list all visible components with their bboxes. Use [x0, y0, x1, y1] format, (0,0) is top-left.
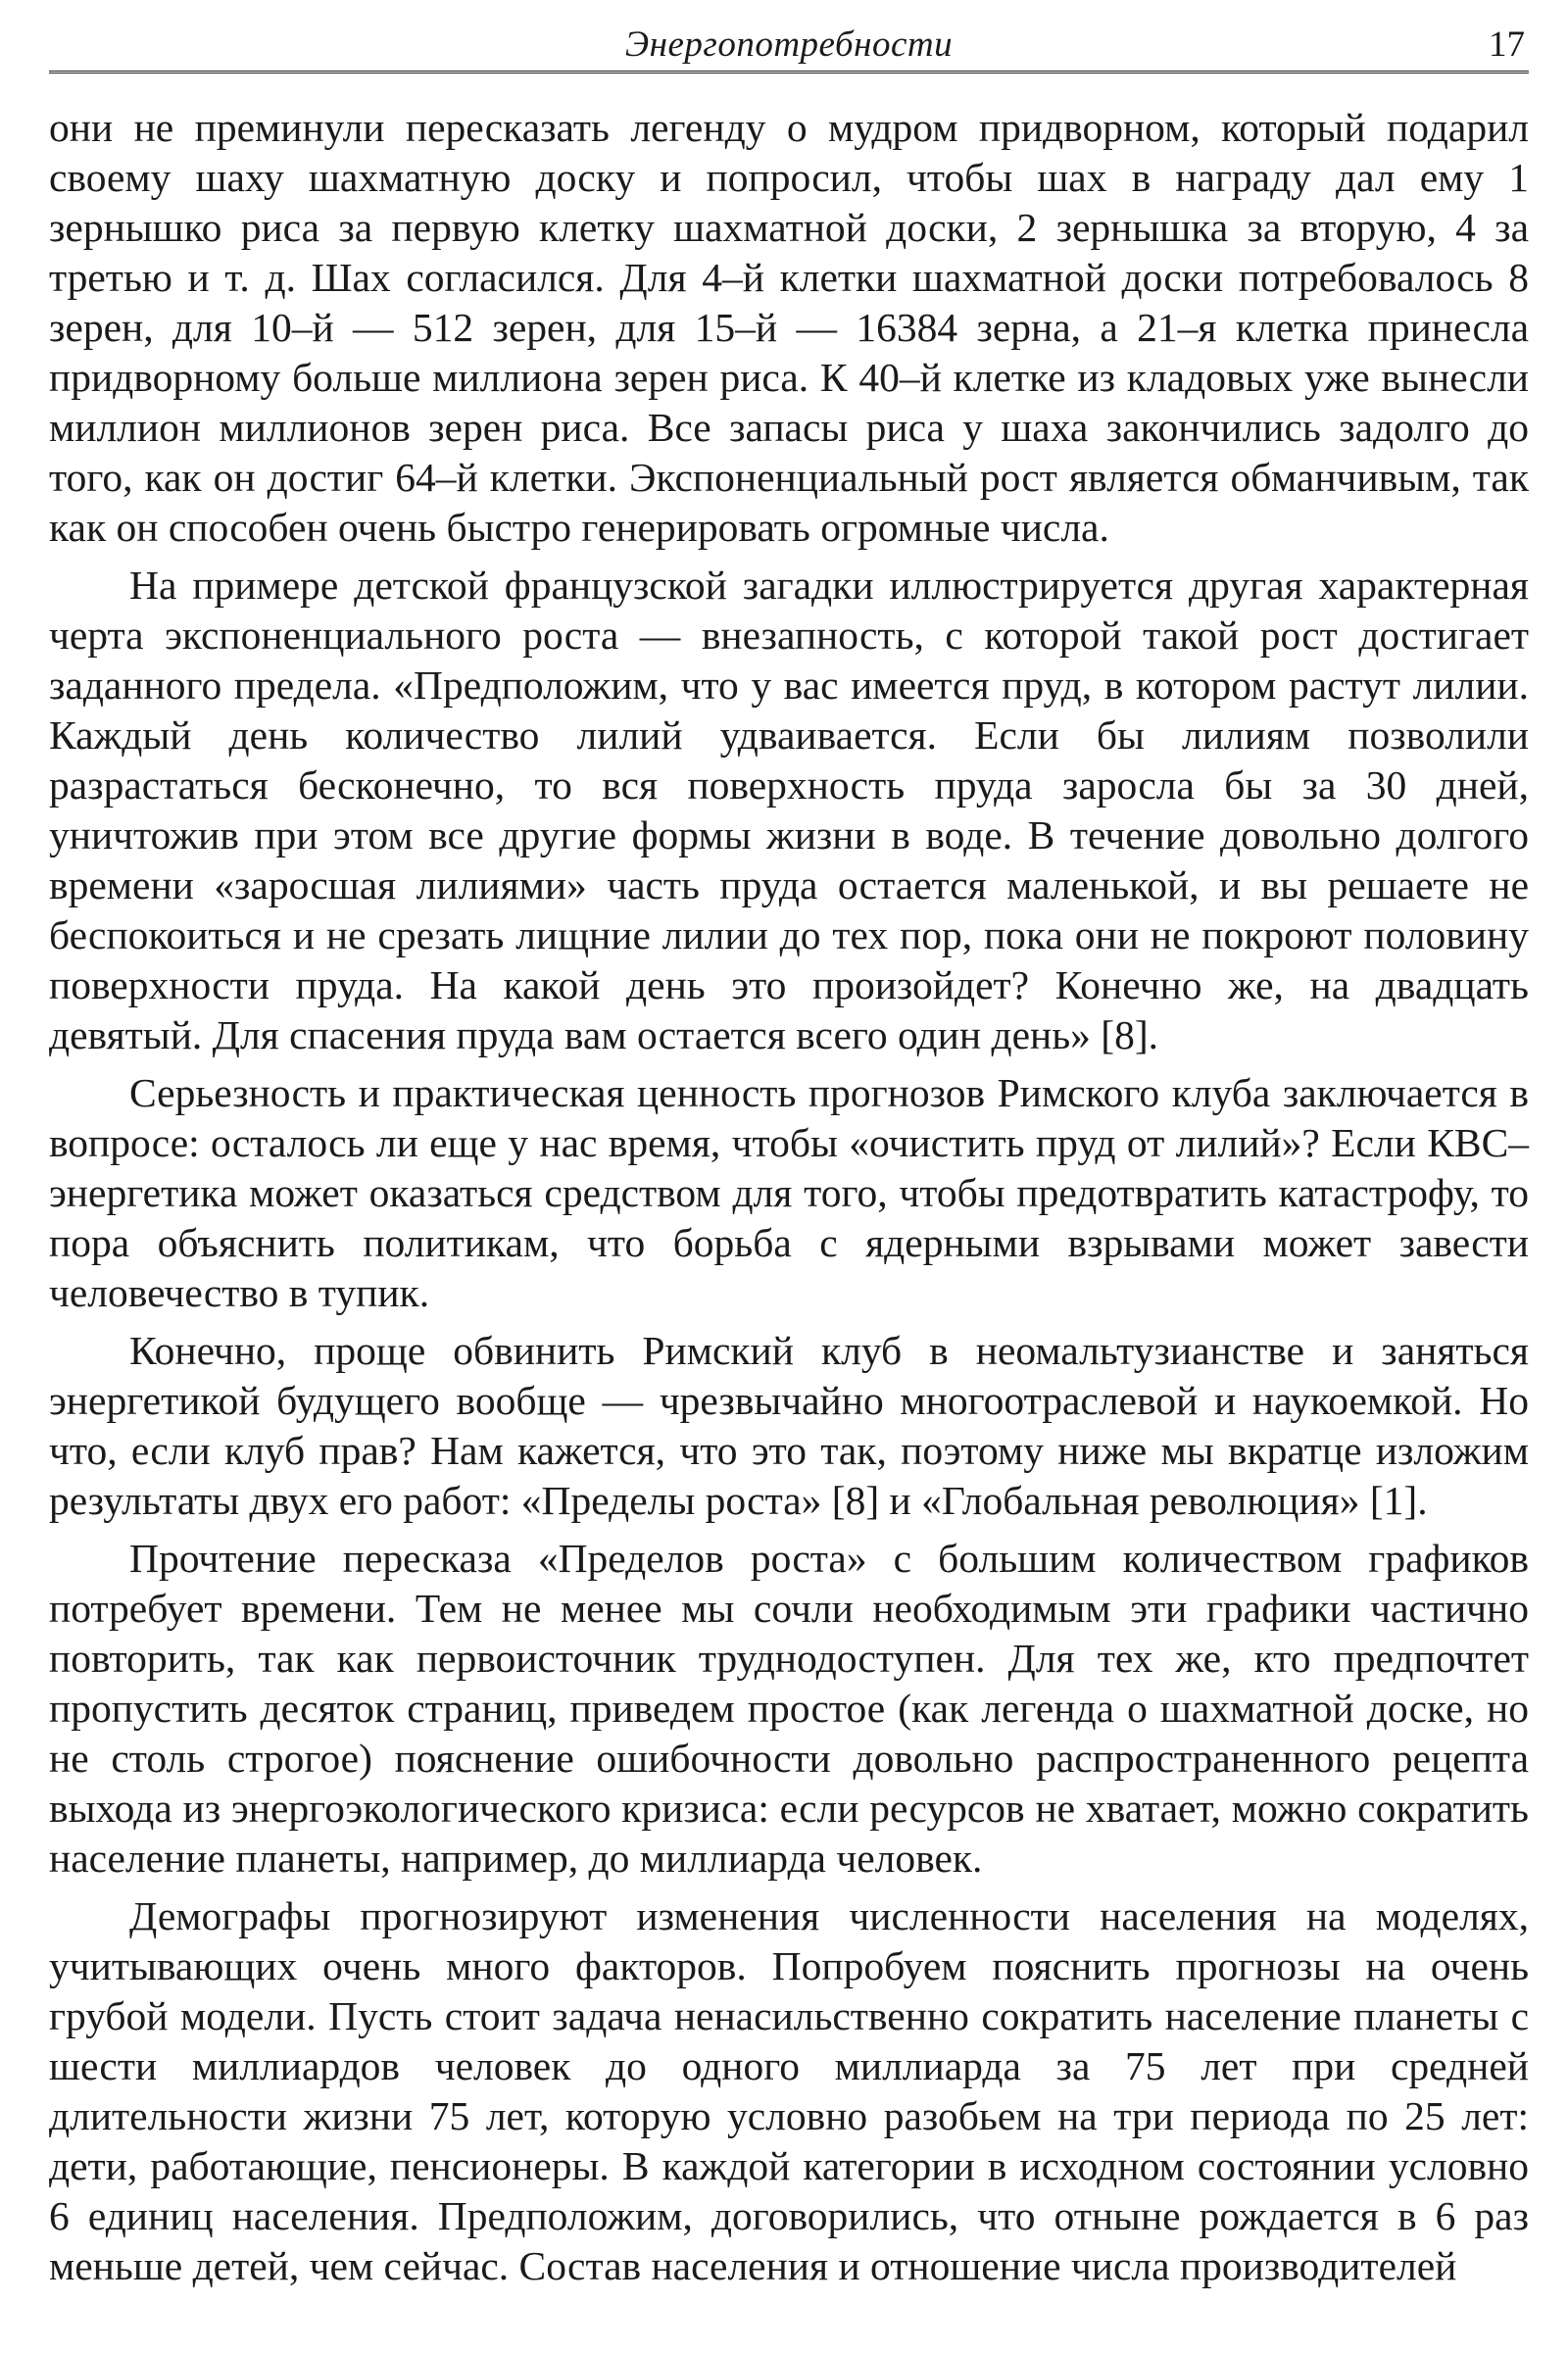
paragraph: они не преминули пересказать легенду о мудром придворном, который подарил своему шаху шахматную доску и попросил, чтобы шах в награду дал ему 1 зернышко риса за первую клетку шахматной доски, 2 зернышка за вторую, 4 за третью и т. д. Шах согласился. Для 4–й клетки шахматной доски потребовалось 8 зерен, для 10–й — 512 зерен, для 15–й — 16384 зерна, а 21–я клетка принесла придворному больше миллиона зерен риса. К 40–й клетке из кладовых уже вынесли миллион миллионов зерен риса. Все запасы риса у шаха закончились задолго до того, как он достиг 64–й клетки. Экспоненциальный рост является обманчивым, так как он способен очень быстро генерировать огромные числа. — [49, 105, 1529, 550]
book-page — [49, 20, 1529, 2299]
running-header — [49, 20, 1529, 74]
body-text — [49, 103, 1529, 2291]
page-number: 17 — [1489, 25, 1525, 65]
paragraph: Конечно, проще обвинить Римский клуб в неомальтузианстве и заняться энергетикой будущего вообще — чрезвычайно многоотраслевой и наукоемкой. Но что, если клуб прав? Нам кажется, что это так, поэтому ниже мы вкратце изложим результаты двух его работ: «Пределы роста» [8] и «Глобальная революция» [1]. — [49, 1328, 1529, 1523]
paragraph: Прочтение пересказа «Пределов роста» с большим количеством графиков потребует времени. Тем не менее мы сочли необходимым эти графики частично повторить, так как первоисточник труднодоступен. Для тех же, кто предпочтет пропустить десяток страниц, приведем простое (как легенда о шахматной доске, но не столь строгое) пояснение ошибочности довольно распространенного рецепта выхода из энергоэкологического кризиса: если ресурсов не хватает, можно сократить население планеты, например, до миллиарда человек. — [49, 1536, 1529, 1881]
running-title: Энергопотребности — [624, 25, 954, 65]
paragraph: На примере детской французской загадки иллюстрируется другая характерная черта экспоненциального роста — внезапность, с которой такой рост достигает заданного предела. «Предположим, что у вас имеется пруд, в котором растут лилии. Каждый день количество лилий удваивается. Если бы лилиям позволили разрастаться бесконечно, то вся поверхность пруда заросла бы за 30 дней, уничтожив при этом все другие формы жизни в воде. В течение довольно долгого времени «заросшая лилиями» часть пруда остается маленькой, и вы решаете не беспокоиться и не срезать лищние лилии до тех пор, пока они не покроют половину поверхности пруда. На какой день это произойдет? Конечно же, на двадцать девятый. Для спасения пруда вам остается всего один день» [8]. — [49, 563, 1529, 1057]
paragraph: Серьезность и практическая ценность прогнозов Римского клуба заключается в вопросе: осталось ли еще у нас время, чтобы «очистить пруд от лилий»? Если КВС–энергетика может оказаться средством для того, чтобы предотвратить катастрофу, то пора объяснить политикам, что борьба с ядерными взрывами может завести человечество в тупик. — [49, 1070, 1529, 1315]
paragraph: Демографы прогнозируют изменения численности населения на моделях, учитывающих очень много факторов. Попробуем пояснить прогнозы на очень грубой модели. Пусть стоит задача ненасильственно сократить население планеты с шести миллиардов человек до одного миллиарда за 75 лет при средней длительности жизни 75 лет, которую условно разобьем на три периода по 25 лет: дети, работающие, пенсионеры. В каждой категории в исходном состоянии условно 6 единиц населения. Предположим, договорились, что отныне рождается в 6 раз меньше детей, чем сейчас. Состав населения и отношение числа производителей — [49, 1893, 1529, 2288]
